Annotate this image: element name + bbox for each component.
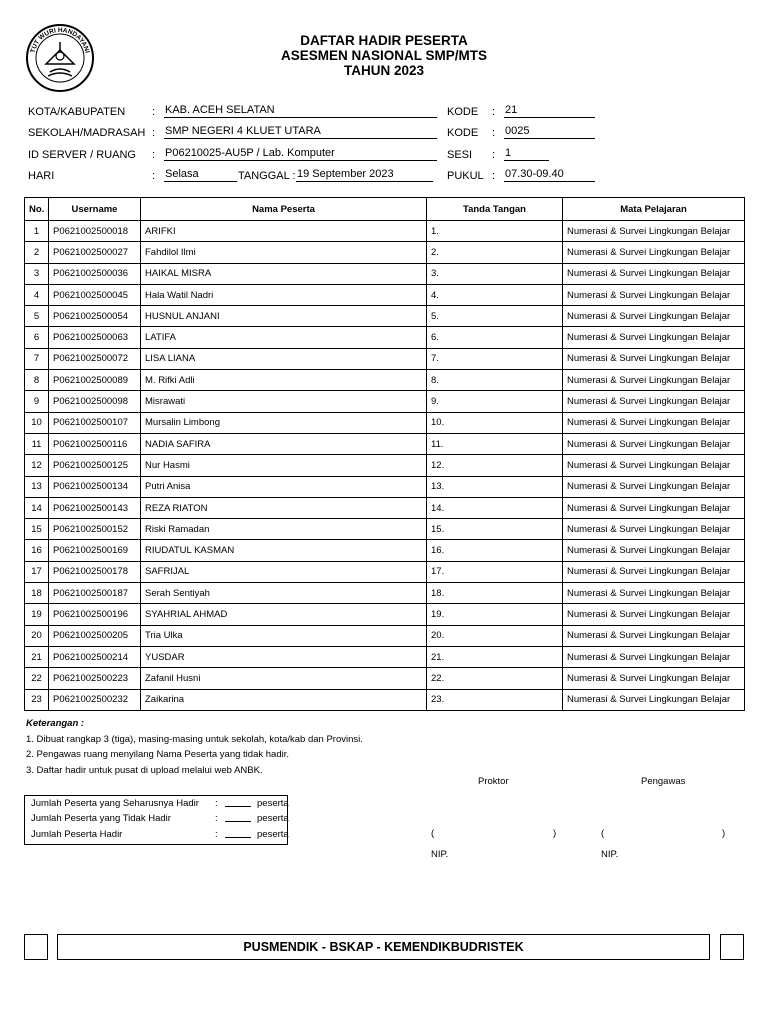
row-nama-peserta: Misrawati (141, 391, 427, 412)
table-row (25, 370, 745, 391)
row-nama-peserta: HUSNUL ANJANI (141, 306, 427, 327)
info-pukul (447, 168, 597, 184)
row-tanda-tangan[interactable]: 23. (427, 689, 563, 710)
row-nama-peserta: Putri Anisa (141, 476, 427, 497)
attendance-table (24, 197, 745, 711)
row-tanda-tangan[interactable]: 21. (427, 646, 563, 667)
row-tanda-tangan[interactable]: 17. (427, 561, 563, 582)
row-no: 1 (25, 221, 49, 242)
summary-row (31, 828, 289, 842)
table-row (25, 540, 745, 561)
row-mata-pelajaran: Numerasi & Survei Lingkungan Belajar (563, 561, 745, 582)
table-row (25, 476, 745, 497)
title-line-2: ASESMEN NASIONAL SMP/MTS (280, 48, 488, 63)
row-no: 13 (25, 476, 49, 497)
table-row (25, 497, 745, 518)
row-username: P0621002500045 (49, 284, 141, 305)
row-username: P0621002500018 (49, 221, 141, 242)
row-nama-peserta: YUSDAR (141, 646, 427, 667)
row-mata-pelajaran: Numerasi & Survei Lingkungan Belajar (563, 497, 745, 518)
summary-row (31, 797, 289, 811)
row-nama-peserta: Hala Watil Nadri (141, 284, 427, 305)
row-username: P0621002500054 (49, 306, 141, 327)
row-nama-peserta: Nur Hasmi (141, 455, 427, 476)
colon: : (215, 798, 218, 809)
header-mata-pelajaran: Mata Pelajaran (563, 198, 745, 221)
row-tanda-tangan[interactable]: 5. (427, 306, 563, 327)
row-mata-pelajaran: Numerasi & Survei Lingkungan Belajar (563, 689, 745, 710)
summary-blank[interactable] (225, 821, 251, 822)
colon: : (215, 813, 218, 824)
row-no: 12 (25, 455, 49, 476)
row-username: P0621002500178 (49, 561, 141, 582)
title-line-3: TAHUN 2023 (343, 63, 425, 78)
row-no: 21 (25, 646, 49, 667)
table-row (25, 604, 745, 625)
pengawas-name-open: ( (601, 828, 605, 839)
row-tanda-tangan[interactable]: 13. (427, 476, 563, 497)
sekolah-value: SMP NEGERI 4 KLUET UTARA (164, 123, 437, 139)
row-username: P0621002500063 (49, 327, 141, 348)
note-item: 3. Daftar hadir untuk pusat di upload melalui web ANBK. (26, 764, 263, 776)
server-label: ID SERVER / RUANG (28, 149, 136, 161)
row-no: 11 (25, 433, 49, 454)
row-mata-pelajaran: Numerasi & Survei Lingkungan Belajar (563, 306, 745, 327)
row-no: 10 (25, 412, 49, 433)
table-row (25, 412, 745, 433)
pukul-value: 07.30-09.40 (504, 166, 595, 182)
row-mata-pelajaran: Numerasi & Survei Lingkungan Belajar (563, 476, 745, 497)
server-value: P06210025-AU5P / Lab. Komputer (164, 145, 437, 161)
info-sekolah (28, 125, 448, 141)
row-no: 19 (25, 604, 49, 625)
row-tanda-tangan[interactable]: 4. (427, 284, 563, 305)
tut-wuri-handayani-logo (24, 22, 96, 94)
row-tanda-tangan[interactable]: 20. (427, 625, 563, 646)
row-tanda-tangan[interactable]: 14. (427, 497, 563, 518)
row-mata-pelajaran: Numerasi & Survei Lingkungan Belajar (563, 668, 745, 689)
table-header-row (25, 198, 745, 221)
row-username: P0621002500072 (49, 348, 141, 369)
row-username: P0621002500089 (49, 370, 141, 391)
row-mata-pelajaran: Numerasi & Survei Lingkungan Belajar (563, 604, 745, 625)
table-row (25, 306, 745, 327)
row-mata-pelajaran: Numerasi & Survei Lingkungan Belajar (563, 412, 745, 433)
colon: : (492, 106, 496, 118)
row-tanda-tangan[interactable]: 19. (427, 604, 563, 625)
colon: : (215, 829, 218, 840)
notes (26, 716, 363, 778)
row-username: P0621002500116 (49, 433, 141, 454)
row-no: 16 (25, 540, 49, 561)
note-item: 2. Pengawas ruang menyilang Nama Peserta yang tidak hadir. (26, 749, 289, 760)
row-no: 5 (25, 306, 49, 327)
row-username: P0621002500169 (49, 540, 141, 561)
row-username: P0621002500107 (49, 412, 141, 433)
colon: : (492, 149, 496, 161)
kode-value: 21 (504, 102, 595, 118)
row-username: P0621002500196 (49, 604, 141, 625)
pukul-label: PUKUL (447, 170, 484, 182)
row-nama-peserta: NADIA SAFIRA (141, 433, 427, 454)
header-username: Username (49, 198, 141, 221)
row-nama-peserta: Zaikarina (141, 689, 427, 710)
row-tanda-tangan[interactable]: 11. (427, 433, 563, 454)
kota-value: KAB. ACEH SELATAN (164, 102, 437, 118)
row-mata-pelajaran: Numerasi & Survei Lingkungan Belajar (563, 348, 745, 369)
row-no: 22 (25, 668, 49, 689)
row-username: P0621002500098 (49, 391, 141, 412)
header-nama-peserta: Nama Peserta (141, 198, 427, 221)
table-row (25, 625, 745, 646)
kode-label: KODE (447, 127, 479, 139)
header-tanda-tangan: Tanda Tangan (427, 198, 563, 221)
row-nama-peserta: Riski Ramadan (141, 519, 427, 540)
row-mata-pelajaran: Numerasi & Survei Lingkungan Belajar (563, 519, 745, 540)
row-tanda-tangan[interactable]: 6. (427, 327, 563, 348)
table-row (25, 668, 745, 689)
table-row (25, 348, 745, 369)
row-mata-pelajaran: Numerasi & Survei Lingkungan Belajar (563, 540, 745, 561)
table-row (25, 455, 745, 476)
row-tanda-tangan[interactable]: 8. (427, 370, 563, 391)
row-nama-peserta: Zafanil Husni (141, 668, 427, 689)
info-kode-1 (447, 104, 597, 120)
footer-left-box (24, 934, 48, 960)
info-server (28, 147, 448, 163)
document-title (180, 33, 588, 78)
row-username: P0621002500036 (49, 263, 141, 284)
info-kota (28, 104, 448, 120)
row-username: P0621002500134 (49, 476, 141, 497)
table-row (25, 391, 745, 412)
row-no: 2 (25, 242, 49, 263)
summary-unit: peserta (257, 829, 289, 840)
table-row (25, 583, 745, 604)
table-row (25, 221, 745, 242)
row-tanda-tangan[interactable]: 18. (427, 583, 563, 604)
row-tanda-tangan[interactable]: 1. (427, 221, 563, 242)
footer-right-box (720, 934, 744, 960)
table-row (25, 433, 745, 454)
row-no: 18 (25, 583, 49, 604)
row-nama-peserta: HAIKAL MISRA (141, 263, 427, 284)
row-tanda-tangan[interactable]: 2. (427, 242, 563, 263)
proktor-nip-label: NIP. (431, 849, 449, 860)
row-mata-pelajaran: Numerasi & Survei Lingkungan Belajar (563, 455, 745, 476)
sekolah-label: SEKOLAH/MADRASAH (28, 127, 146, 139)
table-row (25, 689, 745, 710)
footer-banner: PUSMENDIK - BSKAP - KEMENDIKBUDRISTEK (57, 934, 710, 960)
row-tanda-tangan[interactable]: 12. (427, 455, 563, 476)
row-no: 3 (25, 263, 49, 284)
proktor-name-open: ( (431, 828, 435, 839)
row-mata-pelajaran: Numerasi & Survei Lingkungan Belajar (563, 327, 745, 348)
row-mata-pelajaran: Numerasi & Survei Lingkungan Belajar (563, 242, 745, 263)
colon: : (152, 106, 156, 118)
row-no: 17 (25, 561, 49, 582)
hari-label: HARI (28, 170, 55, 182)
colon: : (152, 170, 156, 182)
row-mata-pelajaran: Numerasi & Survei Lingkungan Belajar (563, 391, 745, 412)
info-kode-2 (447, 125, 597, 141)
row-mata-pelajaran: Numerasi & Survei Lingkungan Belajar (563, 370, 745, 391)
table-row (25, 561, 745, 582)
row-username: P0621002500152 (49, 519, 141, 540)
row-tanda-tangan[interactable]: 3. (427, 263, 563, 284)
pengawas-nip-label: NIP. (601, 849, 619, 860)
colon: : (492, 127, 496, 139)
row-username: P0621002500125 (49, 455, 141, 476)
row-mata-pelajaran: Numerasi & Survei Lingkungan Belajar (563, 284, 745, 305)
colon: : (152, 149, 156, 161)
sesi-value: 1 (504, 145, 549, 161)
pengawas-label: Pengawas (641, 776, 686, 787)
proktor-name-close: ) (553, 828, 557, 839)
summary-label: Jumlah Peserta Hadir (31, 829, 123, 840)
info-sesi (447, 147, 597, 163)
colon: : (492, 170, 496, 182)
row-nama-peserta: LISA LIANA (141, 348, 427, 369)
summary-label: Jumlah Peserta yang Tidak Hadir (31, 813, 171, 824)
hari-value: Selasa (164, 166, 237, 182)
row-nama-peserta: SYAHRIAL AHMAD (141, 604, 427, 625)
sesi-label: SESI (447, 149, 473, 161)
summary-row (31, 812, 289, 826)
summary-blank[interactable] (225, 806, 251, 807)
summary-blank[interactable] (225, 837, 251, 838)
row-no: 6 (25, 327, 49, 348)
row-mata-pelajaran: Numerasi & Survei Lingkungan Belajar (563, 433, 745, 454)
info-hari (28, 168, 448, 184)
row-tanda-tangan[interactable]: 22. (427, 668, 563, 689)
row-no: 7 (25, 348, 49, 369)
logo-motto: TUT WURI HANDAYANI (29, 26, 91, 54)
row-username: P0621002500187 (49, 583, 141, 604)
table-row (25, 519, 745, 540)
row-nama-peserta: RIUDATUL KASMAN (141, 540, 427, 561)
row-nama-peserta: M. Rifki Adli (141, 370, 427, 391)
notes-heading: Keterangan : (26, 718, 85, 729)
row-tanda-tangan[interactable]: 15. (427, 519, 563, 540)
row-username: P0621002500205 (49, 625, 141, 646)
kota-label: KOTA/KABUPATEN (28, 106, 126, 118)
row-username: P0621002500143 (49, 497, 141, 518)
summary-unit: peserta (257, 813, 289, 824)
row-tanda-tangan[interactable]: 7. (427, 348, 563, 369)
row-tanda-tangan[interactable]: 9. (427, 391, 563, 412)
row-no: 9 (25, 391, 49, 412)
row-username: P0621002500232 (49, 689, 141, 710)
kode-label: KODE (447, 106, 479, 118)
row-username: P0621002500214 (49, 646, 141, 667)
row-no: 15 (25, 519, 49, 540)
title-line-1: DAFTAR HADIR PESERTA (300, 33, 468, 48)
row-mata-pelajaran: Numerasi & Survei Lingkungan Belajar (563, 263, 745, 284)
summary-label: Jumlah Peserta yang Seharusnya Hadir (31, 798, 199, 809)
table-row (25, 284, 745, 305)
row-username: P0621002500027 (49, 242, 141, 263)
row-nama-peserta: Tria Ulka (141, 625, 427, 646)
proktor-label: Proktor (478, 776, 509, 787)
row-no: 4 (25, 284, 49, 305)
row-mata-pelajaran: Numerasi & Survei Lingkungan Belajar (563, 646, 745, 667)
row-nama-peserta: Fahdilol Ilmi (141, 242, 427, 263)
table-row (25, 327, 745, 348)
tanggal-value: 19 September 2023 (296, 166, 433, 182)
row-username: P0621002500223 (49, 668, 141, 689)
row-nama-peserta: Mursalin Limbong (141, 412, 427, 433)
table-row (25, 242, 745, 263)
table-row (25, 263, 745, 284)
row-nama-peserta: LATIFA (141, 327, 427, 348)
attendance-summary-box (24, 795, 288, 845)
row-mata-pelajaran: Numerasi & Survei Lingkungan Belajar (563, 583, 745, 604)
row-tanda-tangan[interactable]: 16. (427, 540, 563, 561)
table-row (25, 646, 745, 667)
row-mata-pelajaran: Numerasi & Survei Lingkungan Belajar (563, 625, 745, 646)
kode-value: 0025 (504, 123, 595, 139)
row-no: 8 (25, 370, 49, 391)
row-nama-peserta: SAFRIJAL (141, 561, 427, 582)
summary-unit: peserta (257, 798, 289, 809)
row-nama-peserta: ARIFKI (141, 221, 427, 242)
header-no: No. (25, 198, 49, 221)
row-nama-peserta: REZA RIATON (141, 497, 427, 518)
row-no: 23 (25, 689, 49, 710)
row-no: 20 (25, 625, 49, 646)
row-mata-pelajaran: Numerasi & Survei Lingkungan Belajar (563, 221, 745, 242)
row-no: 14 (25, 497, 49, 518)
pengawas-name-close: ) (722, 828, 726, 839)
note-item: 1. Dibuat rangkap 3 (tiga), masing-masing untuk sekolah, kota/kab dan Provinsi. (26, 733, 363, 745)
row-tanda-tangan[interactable]: 10. (427, 412, 563, 433)
row-nama-peserta: Serah Sentiyah (141, 583, 427, 604)
tanggal-label: TANGGAL : (238, 170, 296, 182)
colon: : (152, 127, 156, 139)
